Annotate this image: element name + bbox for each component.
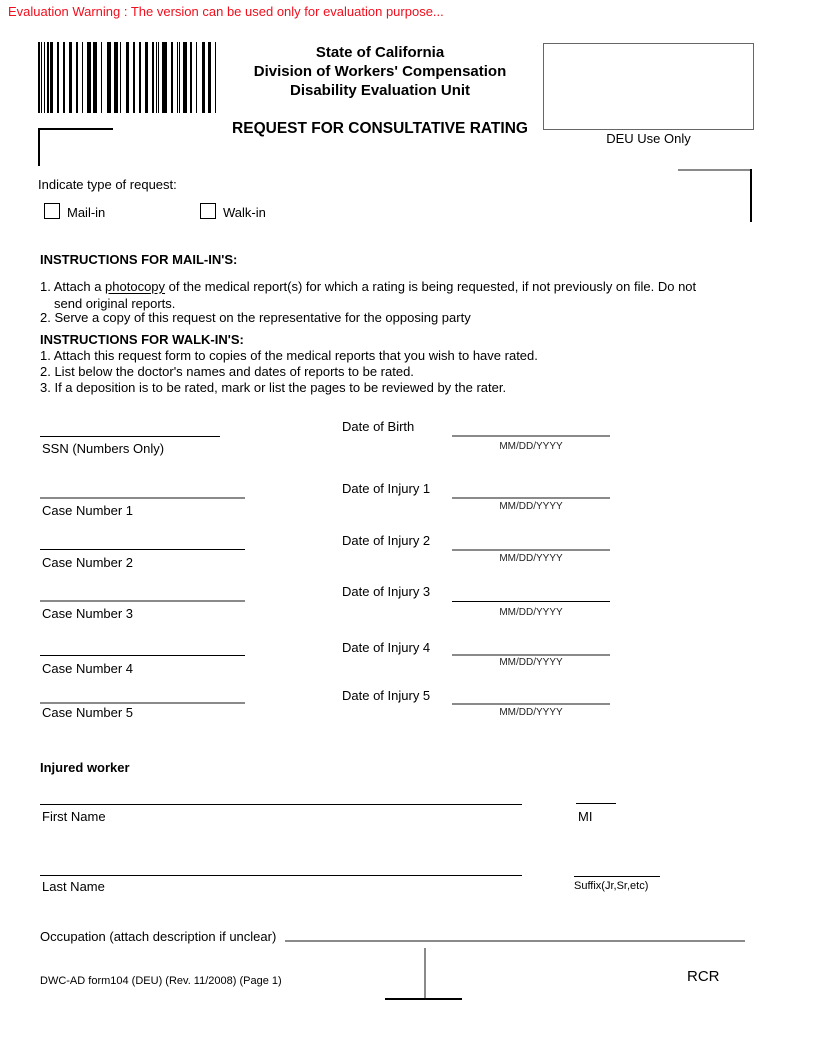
mailin-instructions-heading: INSTRUCTIONS FOR MAIL-IN'S: xyxy=(40,252,238,267)
case-number-5-field[interactable] xyxy=(40,702,245,704)
last-name-field[interactable] xyxy=(40,875,522,876)
case-number-5-label: Case Number 5 xyxy=(42,705,134,720)
walkin-instruction-3: 3. If a deposition is to be rated, mark or list the pages to be reviewed by the rater. xyxy=(40,380,507,395)
case-number-2-label: Case Number 2 xyxy=(42,555,134,570)
header-unit: Disability Evaluation Unit xyxy=(289,82,471,99)
date-of-injury-4-field[interactable] xyxy=(452,654,610,656)
case-number-1-label: Case Number 1 xyxy=(42,503,134,518)
suffix-label: Suffix(Jr,Sr,etc) xyxy=(574,880,649,892)
date-of-birth-label: Date of Birth xyxy=(342,419,415,434)
header-state: State of California xyxy=(315,44,445,61)
suffix-field[interactable] xyxy=(574,876,660,877)
date-of-injury-5-field[interactable] xyxy=(452,703,610,705)
agency-header xyxy=(240,43,520,100)
walkin-instructions-heading: INSTRUCTIONS FOR WALK-IN'S: xyxy=(40,332,244,347)
occupation-field[interactable] xyxy=(285,940,745,942)
mail-in-checkbox[interactable] xyxy=(44,203,60,219)
walkin-instruction-2: 2. List below the doctor's names and dates of reports to be rated. xyxy=(40,364,414,379)
ssn-field[interactable] xyxy=(40,436,220,437)
date-of-birth-field[interactable] xyxy=(452,435,610,437)
mail-in-label: Mail-in xyxy=(67,205,106,220)
mailin-instruction-1-prefix: 1. Attach a xyxy=(40,279,106,294)
date-format-hint: MM/DD/YYYY xyxy=(499,501,563,512)
request-type-label: Indicate type of request: xyxy=(38,177,177,192)
date-of-injury-3-label: Date of Injury 3 xyxy=(342,584,431,599)
date-of-injury-1-field[interactable] xyxy=(452,497,610,499)
deu-use-only-box xyxy=(543,43,754,130)
corner-bracket-right-horizontal xyxy=(678,169,752,171)
date-format-hint: MM/DD/YYYY xyxy=(499,441,563,452)
occupation-label: Occupation (attach description if unclear) xyxy=(40,929,277,944)
date-of-injury-3-field[interactable] xyxy=(452,601,610,602)
header-division: Division of Workers' Compensation xyxy=(253,63,507,80)
last-name-label: Last Name xyxy=(42,879,105,894)
date-format-hint: MM/DD/YYYY xyxy=(499,657,563,668)
corner-bracket-left-horizontal xyxy=(38,128,113,130)
case-number-4-label: Case Number 4 xyxy=(42,661,134,676)
walk-in-checkbox[interactable] xyxy=(200,203,216,219)
date-of-injury-5-label: Date of Injury 5 xyxy=(342,688,431,703)
corner-bracket-left-vertical xyxy=(38,128,40,166)
mailin-instruction-2: 2. Serve a copy of this request on the representative for the opposing party xyxy=(40,310,471,325)
date-format-hint: MM/DD/YYYY xyxy=(499,553,563,564)
case-number-1-field[interactable] xyxy=(40,497,245,499)
date-of-injury-1-label: Date of Injury 1 xyxy=(342,481,431,496)
evaluation-warning-text: Evaluation Warning : The version can be used only for evaluation purpose... xyxy=(8,4,444,19)
walkin-instruction-1: 1. Attach this request form to copies of the medical reports that you wish to have rated. xyxy=(40,348,538,363)
date-of-injury-2-label: Date of Injury 2 xyxy=(342,533,431,548)
mailin-instruction-1 xyxy=(40,279,696,294)
case-number-4-field[interactable] xyxy=(40,655,245,656)
first-name-field[interactable] xyxy=(40,804,522,805)
form-id-text: DWC-AD form104 (DEU) (Rev. 11/2008) (Page 1) xyxy=(40,975,282,987)
corner-bracket-right-vertical xyxy=(750,169,752,222)
first-name-label: First Name xyxy=(42,809,106,824)
case-number-3-label: Case Number 3 xyxy=(42,606,134,621)
mailin-instruction-1-underlined: photocopy xyxy=(105,279,166,294)
ssn-label: SSN (Numbers Only) xyxy=(42,441,165,456)
date-of-injury-4-label: Date of Injury 4 xyxy=(342,640,431,655)
date-of-injury-2-field[interactable] xyxy=(452,549,610,551)
registration-mark-vertical xyxy=(424,948,426,999)
deu-use-only-label: DEU Use Only xyxy=(606,131,691,146)
date-format-hint: MM/DD/YYYY xyxy=(499,707,563,718)
middle-initial-label: MI xyxy=(578,809,593,824)
case-number-3-field[interactable] xyxy=(40,600,245,602)
registration-mark-horizontal xyxy=(385,998,462,1000)
date-format-hint: MM/DD/YYYY xyxy=(499,607,563,618)
form-title: REQUEST FOR CONSULTATIVE RATING xyxy=(232,120,528,137)
walk-in-label: Walk-in xyxy=(223,205,266,220)
barcode xyxy=(38,42,220,113)
middle-initial-field[interactable] xyxy=(576,803,616,804)
mailin-instruction-1-line2: send original reports. xyxy=(54,296,176,311)
mailin-instruction-1-suffix: of the medical report(s) for which a rating is being requested, if not previously on file. Do not xyxy=(165,279,697,294)
injured-worker-heading: Injured worker xyxy=(40,760,130,775)
rcr-code: RCR xyxy=(687,968,720,985)
case-number-2-field[interactable] xyxy=(40,549,245,550)
